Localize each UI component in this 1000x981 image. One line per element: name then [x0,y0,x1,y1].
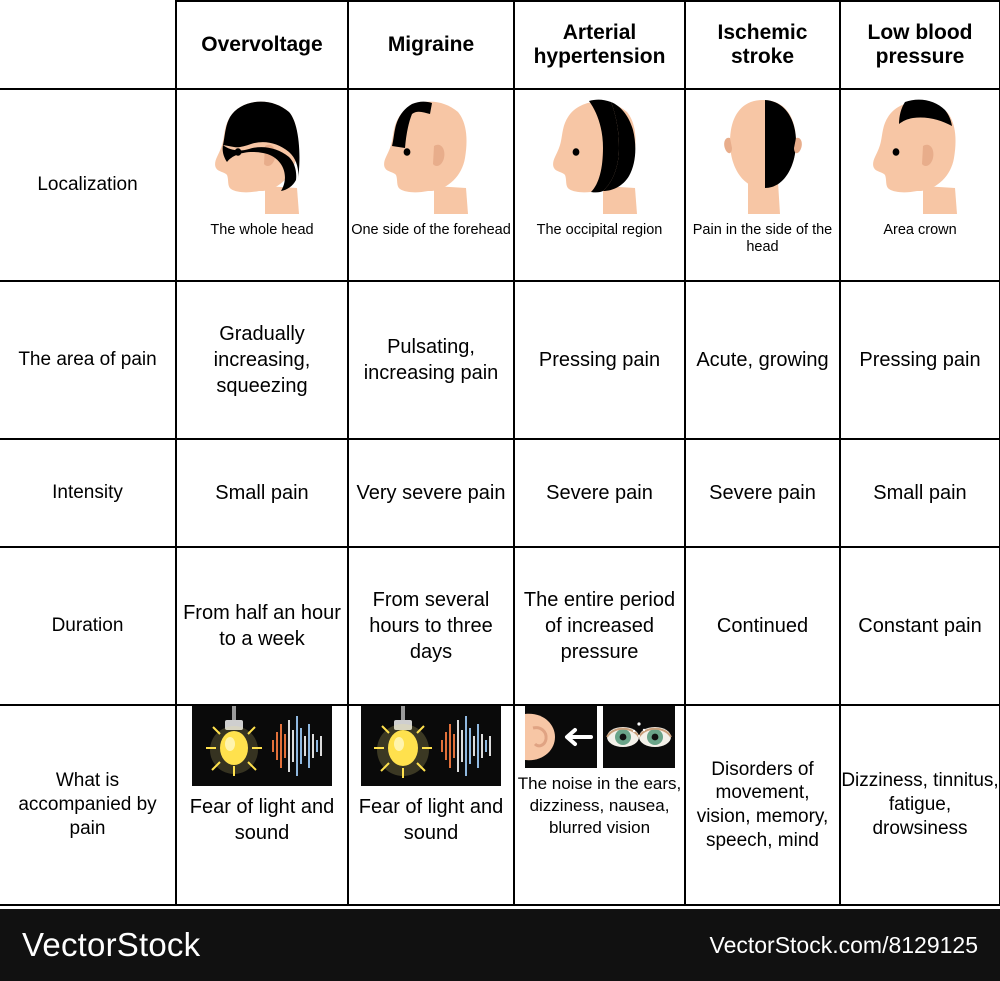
light-and-sound-illustration-migraine [361,706,501,786]
row-header-intensity: Intensity [0,439,176,547]
row-header-accompanied-by-pain: What is accompanied by pain [0,705,176,905]
blurred-vision-eyes-illustration [603,706,675,768]
cell-intensity-migraine: Very severe pain [348,439,514,547]
table-row-accompanied-by-pain [0,705,1000,905]
cell-area-of-pain-migraine: Pulsating, increasing pain [348,281,514,439]
head-diagram-one-side-forehead [372,90,490,218]
table-row-localization [0,89,1000,281]
column-header-arterial-hypertension: Arterial hypertension [514,1,685,89]
column-header-low-blood-pressure: Low blood pressure [840,1,1000,89]
cell-area-of-pain-overvoltage: Gradually increasing, squeezing [176,281,348,439]
cell-accompanied-arterial-hypertension [514,705,685,905]
cell-localization-arterial-hypertension [514,89,685,281]
cell-localization-migraine [348,89,514,281]
footer-bar [0,909,1000,981]
table-row-duration [0,547,1000,705]
cell-localization-low-blood-pressure [840,89,1000,281]
head-diagram-area-crown [861,90,979,218]
cell-area-of-pain-low-blood-pressure: Pressing pain [840,281,1000,439]
row-header-localization: Localization [0,89,176,281]
cell-accompanied-ischemic-stroke: Disorders of movement, vision, memory, speech, mind [685,705,840,905]
cell-area-of-pain-ischemic-stroke: Acute, growing [685,281,840,439]
table-row-area-of-pain [0,281,1000,439]
cell-duration-overvoltage: From half an hour to a week [176,547,348,705]
ear-noise-illustration [525,706,597,768]
column-header-migraine: Migraine [348,1,514,89]
accompanied-caption-arterial-hypertension: The noise in the ears, dizziness, nausea, blurred vision [517,774,682,838]
table-corner-cell [0,1,176,89]
accompanied-caption-overvoltage: Fear of light and sound [189,796,335,844]
cell-duration-migraine: From several hours to three days [348,547,514,705]
cell-localization-overvoltage [176,89,348,281]
head-diagram-side-of-head [704,90,822,218]
vectorstock-logo: VectorStock [22,926,201,963]
cell-localization-ischemic-stroke [685,89,840,281]
cell-area-of-pain-arterial-hypertension: Pressing pain [514,281,685,439]
localization-caption-low-blood-pressure: Area crown [883,222,957,238]
column-header-overvoltage: Overvoltage [176,1,348,89]
accompanied-caption-migraine: Fear of light and sound [358,796,504,844]
cell-intensity-arterial-hypertension: Severe pain [514,439,685,547]
cell-intensity-low-blood-pressure: Small pain [840,439,1000,547]
cell-duration-low-blood-pressure: Constant pain [840,547,1000,705]
cell-intensity-overvoltage: Small pain [176,439,348,547]
row-header-area-of-pain: The area of pain [0,281,176,439]
cell-intensity-ischemic-stroke: Severe pain [685,439,840,547]
head-diagram-occipital-region [541,90,659,218]
cell-duration-ischemic-stroke: Continued [685,547,840,705]
cell-accompanied-low-blood-pressure: Dizziness, tinnitus, fatigue, drowsiness [840,705,1000,905]
head-diagram-whole-head [203,90,321,218]
vectorstock-credit: VectorStock.com/8129125 [709,931,978,958]
table-row-intensity [0,439,1000,547]
row-header-duration: Duration [0,547,176,705]
localization-caption-arterial-hypertension: The occipital region [536,222,663,238]
cell-accompanied-overvoltage [176,705,348,905]
light-and-sound-illustration-overvoltage [192,706,332,786]
table-header-row [0,1,1000,89]
column-header-ischemic-stroke: Ischemic stroke [685,1,840,89]
cell-accompanied-migraine [348,705,514,905]
cell-duration-arterial-hypertension: The entire period of increased pressure [514,547,685,705]
localization-caption-ischemic-stroke: Pain in the side of the head [692,222,833,256]
localization-caption-migraine: One side of the forehead [351,222,511,238]
localization-caption-overvoltage: The whole head [210,222,314,238]
